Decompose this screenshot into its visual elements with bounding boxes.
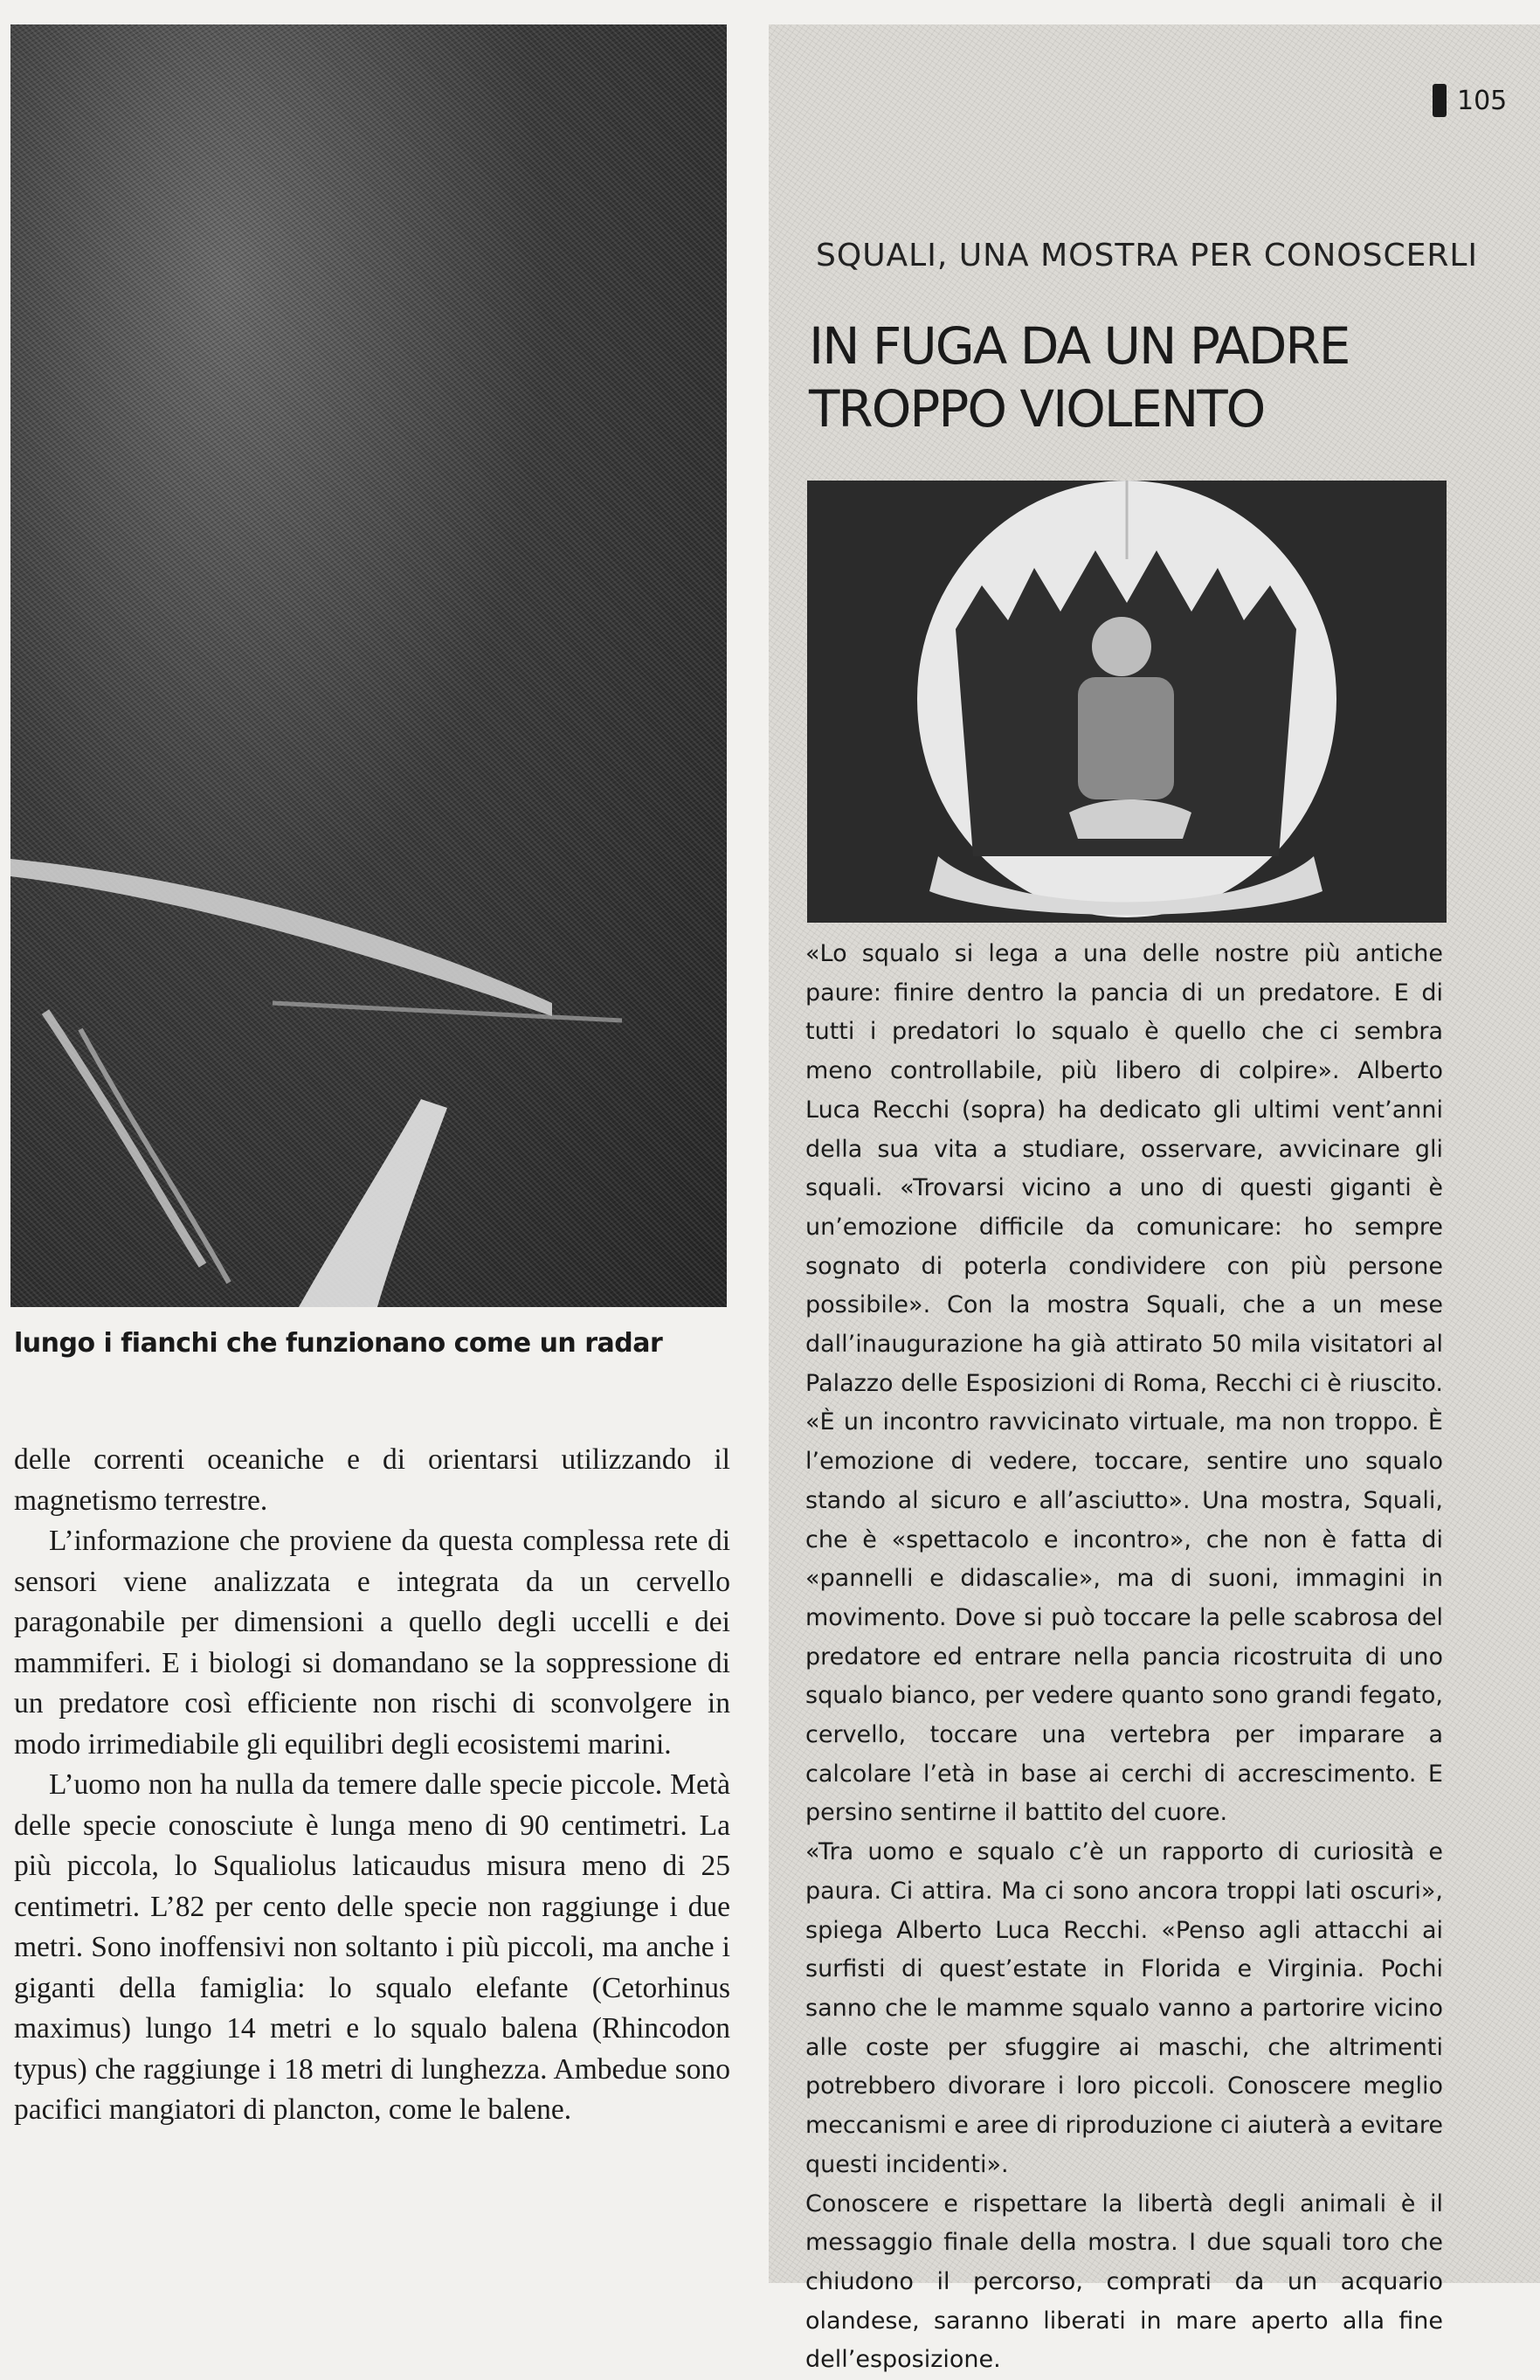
paragraph: L’informazione che proviene da questa complessa rete di sensori viene analizzata e integrata da un cervello paragonabile per dimensioni a quello degli uccelli e dei mammiferi. E i biologi si domandano se la soppressione di un predatore così efficiente non rischi di sconvolgere in modo irrimediabile gli equilibri degli ecosistemi marini. — [14, 1521, 730, 1765]
page-number: 105 — [1457, 86, 1507, 116]
paragraph: «Lo squalo si lega a una delle nostre più antiche paure: finire dentro la pancia di un predatore. E di tutti i predatori lo squalo è quello che ci sembra meno controllabile, più libero di colpire». Alberto Luca Recchi (sopra) ha dedicato gli ultimi vent’anni della sua vita a studiare, osservare, avvicinare gli squali. «Trovarsi vicino a uno di questi giganti è un’emozione difficile da comunicare: ho sempre sognato di poterla condividere con più persone possibile». Con la mostra Squali, che a un mese dall’inaugurazione ha già attirato 50 mila visitatori al Palazzo delle Esposizioni di Roma, Recchi ci è riuscito. «È un incontro ravvicinato virtuale, ma non troppo. È l’emozione di vedere, toccare, sentire uno squalo stando al sicuro e all’asciutto». Una mostra, Squali, che è «spettacolo e incontro», che non è fatta di «pannelli e didascalie», ma di suoni, immagini in movimento. Dove si può toccare la pelle scabrosa del predatore ed entrare nella pancia ricostruita di uno squalo bianco, per vedere quanto sono grandi fegato, cervello, toccare una vertebra per imparare a calcolare l’età in base ai cerchi di accrescimento. E persino sentirne il battito del cuore. — [805, 935, 1443, 1833]
shark-photo — [10, 24, 727, 1307]
shark-jaw-illustration — [807, 481, 1447, 923]
headline-line-2: TROPPO VIOLENTO — [809, 377, 1473, 440]
paragraph: «Tra uomo e squalo c’è un rapporto di curiosità e paura. Ci attira. Ma ci sono ancora troppi lati oscuri», spiega Alberto Luca Recchi. «Penso agli attacchi ai surfisti di quest’estate in Florida e Virginia. Pochi sanno che le mamme squalo vanno a partorire vicino alle coste per sfuggire ai maschi, che altrimenti potrebbero divorare i loro piccoli. Conoscere meglio meccanismi e aree di riproduzione ci aiuterà a evitare questi incidenti». — [805, 1833, 1443, 2184]
photo-caption: lungo i fianchi che funzionano come un radar — [14, 1328, 730, 1359]
paragraph: L’uomo non ha nulla da temere dalle specie piccole. Metà delle specie conosciute è lunga meno di 90 centimetri. La più piccola, lo Squaliolus laticaudus misura meno di 25 centimetri. L’82 per cento delle specie non raggiunge i due metri. Sono inoffensivi non soltanto i più piccoli, ma anche i giganti della famiglia: lo squalo elefante (Cetorhinus maximus) lungo 14 metri e lo squalo balena (Rhincodon typus) che raggiunge i 18 metri di lunghezza. Ambedue sono pacifici mangiatori di plancton, come le balene. — [14, 1765, 730, 2131]
shark-silhouette — [10, 24, 727, 1307]
article-body-right — [805, 935, 1443, 2380]
paragraph: Conoscere e rispettare la libertà degli animali è il messaggio finale della mostra. I due squali toro che chiudono il percorso, comprati da un acquario olandese, saranno liberati in mare aperto alla fine dell’esposizione. — [805, 2185, 1443, 2380]
shark-jaw-photo — [807, 481, 1447, 923]
section-kicker: SQUALI, UNA MOSTRA PER CONOSCERLI — [816, 238, 1478, 273]
article-body-left — [14, 1440, 730, 2131]
headline — [809, 315, 1473, 440]
paragraph: delle correnti oceaniche e di orientarsi utilizzando il magnetismo terrestre. — [14, 1440, 730, 1521]
headline-line-1: IN FUGA DA UN PADRE — [809, 315, 1473, 377]
page-marker-icon — [1433, 84, 1447, 117]
